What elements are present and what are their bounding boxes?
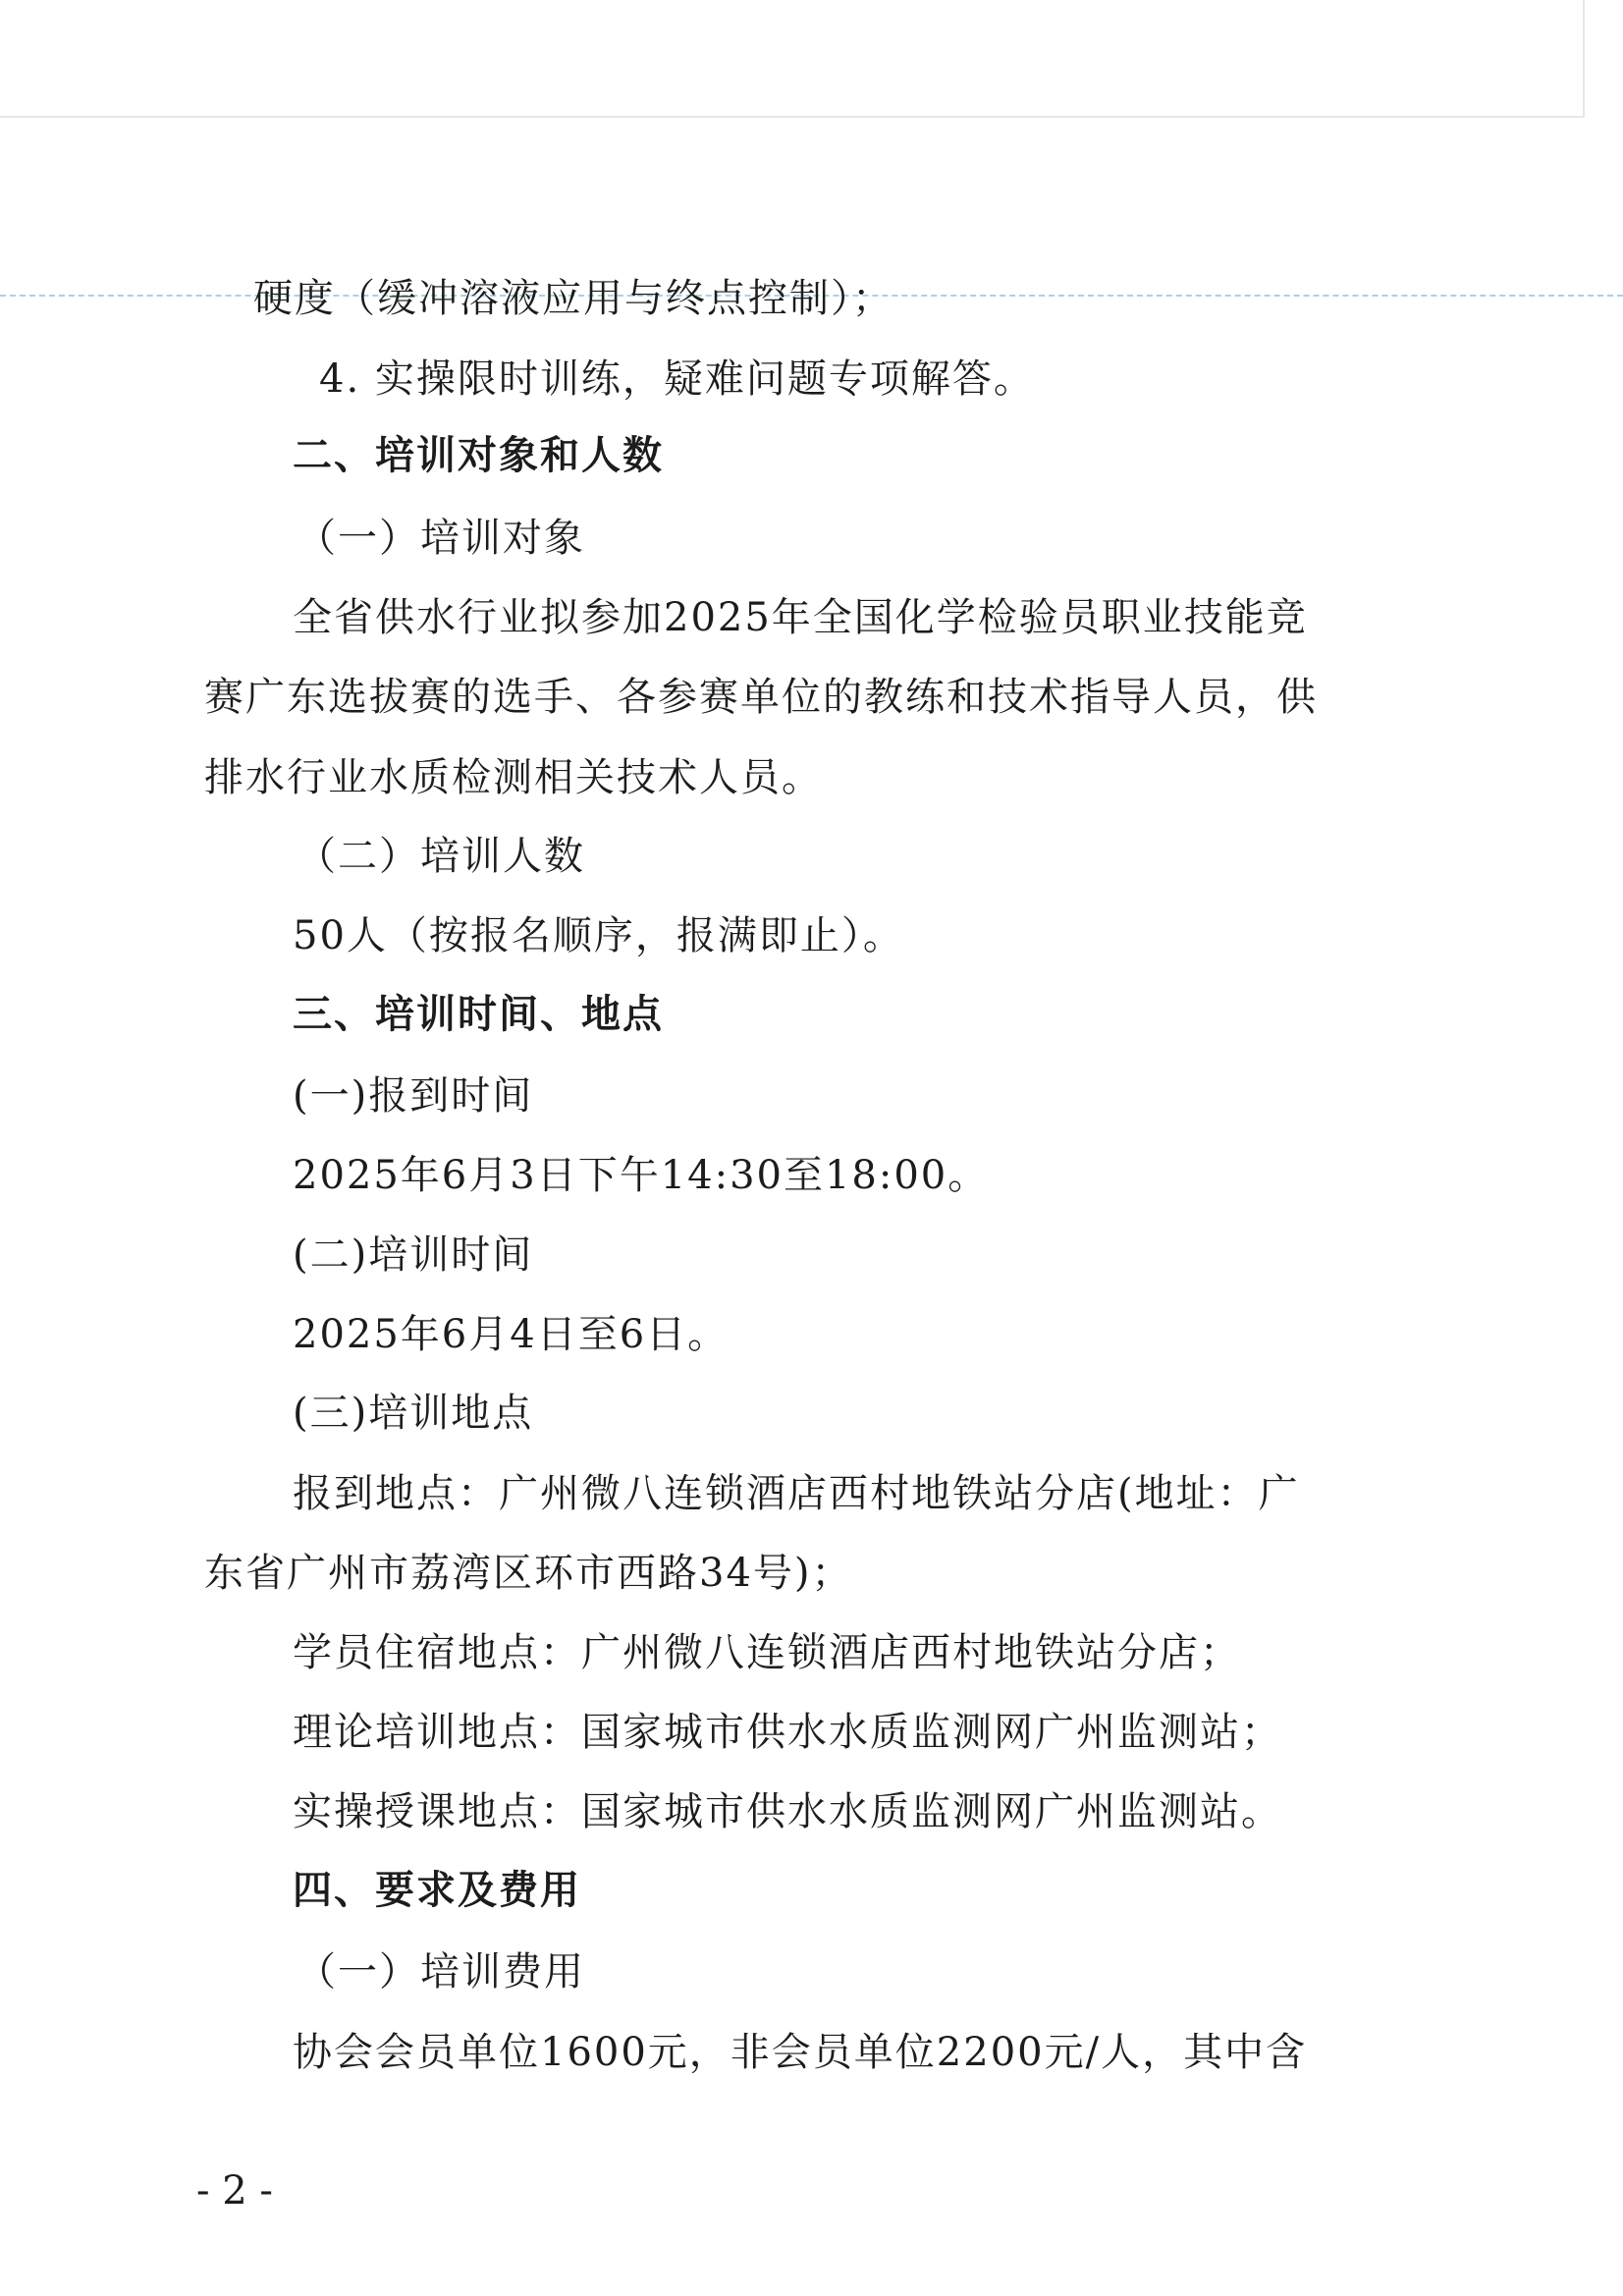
section-heading-4: 四、要求及费用 xyxy=(293,1868,581,1913)
paragraph-line: 2025年6月4日至6日。 xyxy=(293,1312,730,1357)
page-number: - 2 - xyxy=(196,2168,273,2214)
body-line-hardness: 硬度（缓冲溶液应用与终点控制）； xyxy=(253,276,893,321)
subheading-training-time: (二)培训时间 xyxy=(293,1232,534,1278)
paragraph-line: 实操授课地点：国家城市供水水质监测网广州监测站。 xyxy=(293,1789,1282,1834)
section-heading-2: 二、培训对象和人数 xyxy=(293,433,664,478)
paragraph-line: 赛广东选拔赛的选手、各参赛单位的教练和技术指导人员，供 xyxy=(204,675,1318,720)
paragraph-line: 学员住宿地点：广州微八连锁酒店西村地铁站分店； xyxy=(293,1630,1241,1675)
paragraph-line: 理论培训地点：国家城市供水水质监测网广州监测站； xyxy=(293,1710,1282,1755)
scan-top-rule xyxy=(0,116,1583,118)
subheading-training-target: （一）培训对象 xyxy=(297,516,585,561)
paragraph-line: 协会会员单位1600元，非会员单位2200元/人，其中含 xyxy=(293,2030,1308,2075)
paragraph-line: 东省广州市荔湾区环市西路34号)； xyxy=(204,1551,853,1596)
scan-right-rule xyxy=(1583,0,1585,118)
subheading-training-fee: （一）培训费用 xyxy=(297,1949,585,1995)
paragraph-line: 2025年6月3日下午14:30至18:00。 xyxy=(293,1153,990,1198)
subheading-report-time: (一)报到时间 xyxy=(293,1073,534,1119)
paragraph-line: 报到地点：广州微八连锁酒店西村地铁站分店(地址：广 xyxy=(293,1471,1300,1516)
list-item-4: 4. 实操限时训练，疑难问题专项解答。 xyxy=(319,356,1035,402)
paragraph-line: 50人（按报名顺序，报满即止）。 xyxy=(293,913,904,958)
section-heading-3: 三、培训时间、地点 xyxy=(293,992,664,1037)
subheading-training-count: （二）培训人数 xyxy=(297,834,585,879)
subheading-training-location: (三)培训地点 xyxy=(293,1391,534,1436)
paragraph-line: 全省供水行业拟参加2025年全国化学检验员职业技能竞 xyxy=(293,595,1308,640)
paragraph-line: 排水行业水质检测相关技术人员。 xyxy=(204,755,823,800)
